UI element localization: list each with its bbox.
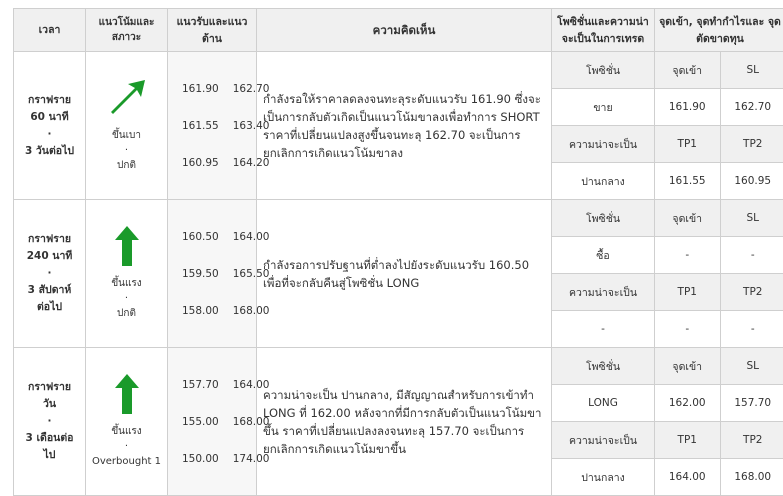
entry-cell: TP1 — [655, 422, 721, 459]
entry-cell: - — [655, 237, 721, 274]
time-line: · — [14, 265, 85, 282]
time-line: วัน — [14, 396, 85, 413]
target-cell: TP2 — [720, 274, 783, 311]
position-cell: โพซิชั่น — [552, 200, 655, 237]
trend-wrap — [86, 374, 167, 469]
time-line: กราฟราย — [14, 379, 85, 396]
time-line: 240 นาที — [14, 248, 85, 265]
resistance-level: 163.40 — [233, 114, 270, 138]
levels-list — [168, 200, 256, 347]
table-row — [14, 52, 783, 89]
trend-cell — [86, 52, 168, 200]
support-level: 160.50 — [182, 225, 219, 249]
resistance-level: 162.70 — [233, 77, 270, 101]
position-cell: ความน่าจะเป็น — [552, 422, 655, 459]
time-cell — [14, 52, 86, 200]
comment-cell: กำลังรอให้ราคาลดลงจนทะลุระดับแนวรับ 161.90 ซึ่งจะเป็นการกลับตัวเกิดเป็นแนวโน้มขาลงเพื่อทำการ SHORT ราคาที่เปลี่ยนแปลงสูงขึ้นจนทะลุ 162.70 จะเป็นการยกเลิกการเกิดแนวโน้มขาลง — [257, 52, 552, 200]
support-level: 161.55 — [182, 114, 219, 138]
resistance-level: 164.20 — [233, 151, 270, 175]
entry-cell: - — [655, 311, 721, 348]
support-level: 158.00 — [182, 299, 219, 323]
trend-cell — [86, 200, 168, 348]
target-cell: TP2 — [720, 422, 783, 459]
levels-list — [168, 348, 256, 495]
support-level: 157.70 — [182, 373, 219, 397]
entry-cell: 161.90 — [655, 89, 721, 126]
forecast-table — [13, 8, 783, 496]
trend-label: ปกติ — [117, 158, 136, 173]
trend-label: Overbought 1 — [92, 454, 161, 469]
resistance-level: 168.00 — [233, 410, 270, 434]
level-pair — [168, 225, 256, 249]
resistance-level: 164.00 — [233, 225, 270, 249]
table-row — [14, 200, 783, 237]
position-cell: โพซิชั่น — [552, 348, 655, 385]
arrow-up-icon — [107, 374, 147, 414]
entry-cell: จุดเข้า — [655, 348, 721, 385]
time-line: · — [14, 126, 85, 143]
trend-label: · — [125, 291, 128, 306]
header-trend: แนวโน้มและ สภาวะ — [86, 9, 168, 52]
level-pair — [168, 299, 256, 323]
header-levels: แนวรับและแนว ต้าน — [168, 9, 257, 52]
time-line: 60 นาที — [14, 109, 85, 126]
time-line: 3 สัปดาห์ — [14, 282, 85, 299]
header-entry: จุดเข้า, จุดทำกำไรและ จุดตัดขาดทุน — [655, 9, 783, 52]
target-cell: 168.00 — [720, 459, 783, 496]
level-pair — [168, 410, 256, 434]
resistance-level: 164.00 — [233, 373, 270, 397]
time-line: กราฟราย — [14, 231, 85, 248]
target-cell: 157.70 — [720, 385, 783, 422]
entry-cell: 161.55 — [655, 163, 721, 200]
trend-cell — [86, 348, 168, 496]
support-level: 159.50 — [182, 262, 219, 286]
entry-cell: จุดเข้า — [655, 200, 721, 237]
position-cell: ซื้อ — [552, 237, 655, 274]
target-cell: 160.95 — [720, 163, 783, 200]
position-cell: ความน่าจะเป็น — [552, 274, 655, 311]
trend-wrap — [86, 78, 167, 173]
resistance-level: 174.00 — [233, 447, 270, 471]
position-cell: ปานกลาง — [552, 163, 655, 200]
entry-cell: 164.00 — [655, 459, 721, 496]
position-cell: โพซิชั่น — [552, 52, 655, 89]
header-time: เวลา — [14, 9, 86, 52]
trend-label: · — [125, 143, 128, 158]
trend-label: · — [125, 439, 128, 454]
comment-cell: ความน่าจะเป็น ปานกลาง, มีสัญญาณสำหรับการเข้าทำ LONG ที่ 162.00 หลังจากที่มีการกลับตัวเป็นแนวโน้มขาขึ้น ราคาที่เปลี่ยนแปลงลงจนทะลุ 157.70 จะเป็นการยกเลิกการเกิดแนวโน้มขาขึ้น — [257, 348, 552, 496]
resistance-level: 165.50 — [233, 262, 270, 286]
target-cell: SL — [720, 348, 783, 385]
table-row — [14, 348, 783, 385]
arrow-up-right-icon — [107, 78, 147, 118]
target-cell: - — [720, 311, 783, 348]
target-cell: - — [720, 237, 783, 274]
level-pair — [168, 77, 256, 101]
position-cell: - — [552, 311, 655, 348]
header-comment: ความคิดเห็น — [257, 9, 552, 52]
comment-cell: กำลังรอการปรับฐานที่ต่ำลงไปยังระดับแนวรับ 160.50 เพื่อที่จะกลับคืนสู่โพซิชั่น LONG — [257, 200, 552, 348]
level-pair — [168, 373, 256, 397]
entry-cell: TP1 — [655, 126, 721, 163]
trend-label: ขึ้นแรง — [111, 424, 141, 439]
level-pair — [168, 262, 256, 286]
time-line: ไป — [14, 447, 85, 464]
table-body — [14, 52, 783, 496]
support-level: 150.00 — [182, 447, 219, 471]
time-line: 3 เดือนต่อ — [14, 430, 85, 447]
time-line: กราฟราย — [14, 92, 85, 109]
time-line: · — [14, 413, 85, 430]
time-line: ต่อไป — [14, 299, 85, 316]
level-pair — [168, 114, 256, 138]
time-cell — [14, 200, 86, 348]
arrow-up-icon — [107, 226, 147, 266]
support-level: 155.00 — [182, 410, 219, 434]
support-level: 161.90 — [182, 77, 219, 101]
levels-list — [168, 52, 256, 199]
levels-cell — [168, 348, 257, 496]
entry-cell: TP1 — [655, 274, 721, 311]
trend-label: ปกติ — [117, 306, 136, 321]
time-line: 3 วันต่อไป — [14, 143, 85, 160]
target-cell: 162.70 — [720, 89, 783, 126]
resistance-level: 168.00 — [233, 299, 270, 323]
header-position: โพซิชั่นและความน่า จะเป็นในการเทรด — [552, 9, 655, 52]
trend-wrap — [86, 226, 167, 321]
levels-cell — [168, 200, 257, 348]
entry-cell: จุดเข้า — [655, 52, 721, 89]
header-row — [14, 9, 783, 52]
position-cell: LONG — [552, 385, 655, 422]
support-level: 160.95 — [182, 151, 219, 175]
level-pair — [168, 447, 256, 471]
position-cell: ความน่าจะเป็น — [552, 126, 655, 163]
position-cell: ขาย — [552, 89, 655, 126]
target-cell: SL — [720, 200, 783, 237]
time-cell — [14, 348, 86, 496]
trend-label: ขึ้นแรง — [111, 276, 141, 291]
entry-cell: 162.00 — [655, 385, 721, 422]
levels-cell — [168, 52, 257, 200]
position-cell: ปานกลาง — [552, 459, 655, 496]
target-cell: TP2 — [720, 126, 783, 163]
target-cell: SL — [720, 52, 783, 89]
trend-label: ขึ้นเบา — [112, 128, 141, 143]
level-pair — [168, 151, 256, 175]
